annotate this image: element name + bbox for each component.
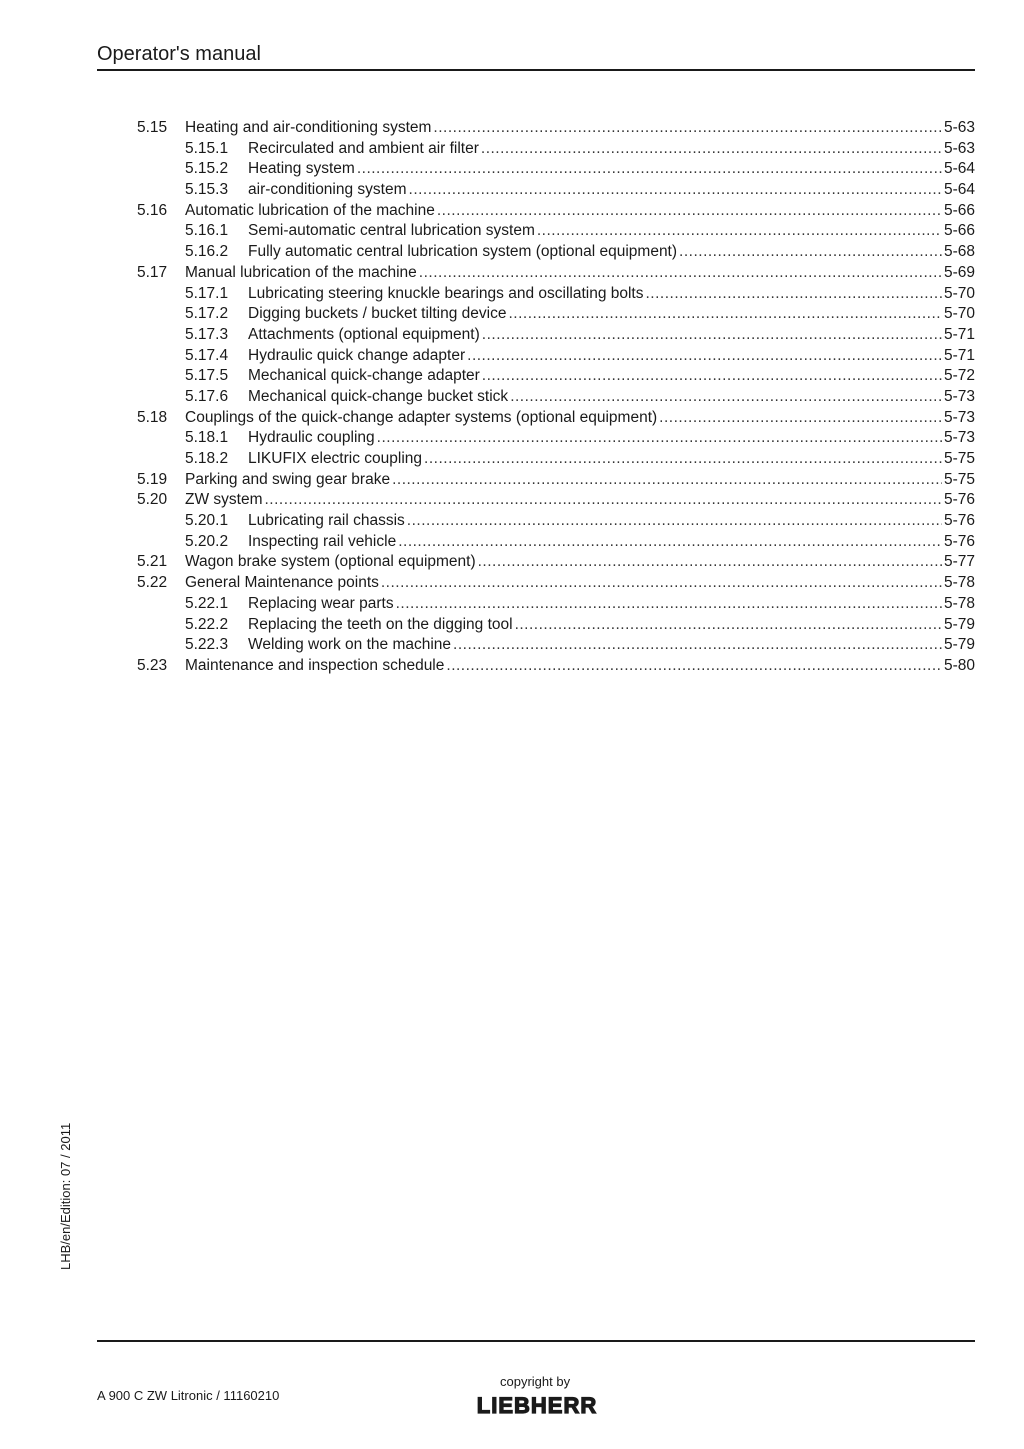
toc-entry-title: ZW system xyxy=(185,491,263,509)
toc-entry-number: 5.18.1 xyxy=(185,429,229,447)
toc-entry-number: 5.17 xyxy=(137,263,168,281)
toc-entry-leader xyxy=(467,346,942,367)
toc-entry-leader xyxy=(265,490,942,511)
toc-entry[interactable] xyxy=(137,428,975,449)
toc-entry-page: 5-73 xyxy=(943,387,975,405)
footer-divider xyxy=(97,1340,975,1342)
toc-entry[interactable] xyxy=(137,470,975,491)
toc-entry-title: Attachments (optional equipment) xyxy=(248,325,480,343)
toc-entry-leader xyxy=(398,532,942,553)
toc-entry-number: 5.16.1 xyxy=(185,222,229,240)
toc-entry-number: 5.19 xyxy=(137,470,168,488)
toc-entry-page: 5-78 xyxy=(943,594,975,612)
toc-entry-page: 5-69 xyxy=(943,263,975,281)
toc-entry-title: Replacing the teeth on the digging tool xyxy=(248,615,513,633)
toc-entry-number: 5.17.1 xyxy=(185,284,229,302)
toc-entry-number: 5.23 xyxy=(137,656,168,674)
toc-entry[interactable] xyxy=(137,532,975,553)
toc-entry-number: 5.17.5 xyxy=(185,367,229,385)
toc-entry-page: 5-73 xyxy=(943,429,975,447)
toc-entry-title: Lubricating rail chassis xyxy=(248,512,405,530)
toc-entry-leader xyxy=(508,304,941,325)
toc-entry-title: Replacing wear parts xyxy=(248,594,394,612)
toc-entry-leader xyxy=(433,118,942,139)
toc-entry-title: Digging buckets / bucket tilting device xyxy=(248,305,507,323)
toc-entry-page: 5-79 xyxy=(943,636,975,654)
toc-entry-number: 5.15.1 xyxy=(185,139,229,157)
toc-entry[interactable] xyxy=(137,552,975,573)
toc-entry-leader xyxy=(357,159,942,180)
toc-entry-number: 5.16.2 xyxy=(185,243,229,261)
footer-model-number: A 900 C ZW Litronic / 11160210 xyxy=(97,1388,280,1403)
toc-entry-number: 5.22.2 xyxy=(185,615,229,633)
toc-entry-leader xyxy=(482,325,942,346)
toc-entry-page: 5-76 xyxy=(943,491,975,509)
toc-entry-title: Lubricating steering knuckle bearings and oscillating bolts xyxy=(248,284,644,302)
toc-entry[interactable] xyxy=(137,408,975,429)
toc-entry-page: 5-73 xyxy=(943,408,975,426)
toc-entry[interactable] xyxy=(137,304,975,325)
toc-entry-leader xyxy=(478,552,942,573)
toc-entry-page: 5-64 xyxy=(943,160,975,178)
liebherr-logo xyxy=(456,1394,618,1416)
toc-entry-number: 5.18 xyxy=(137,408,168,426)
toc-entry-leader xyxy=(481,139,942,160)
toc-entry-title: Wagon brake system (optional equipment) xyxy=(185,553,476,571)
toc-entry-number: 5.20.2 xyxy=(185,532,229,550)
toc-entry-leader xyxy=(482,366,942,387)
toc-entry-leader xyxy=(396,594,942,615)
toc-entry-page: 5-70 xyxy=(943,305,975,323)
toc-entry-title: Semi-automatic central lubrication system xyxy=(248,222,535,240)
toc-entry[interactable] xyxy=(137,201,975,222)
toc-entry-title: Welding work on the machine xyxy=(248,636,452,654)
toc-entry-page: 5-79 xyxy=(943,615,975,633)
edition-label: LHB/en/Edition: 07 / 2011 xyxy=(58,1122,73,1270)
toc-entry[interactable] xyxy=(137,180,975,201)
toc-entry[interactable] xyxy=(137,594,975,615)
toc-entry-leader xyxy=(646,284,942,305)
toc-entry-number: 5.15.3 xyxy=(185,181,229,199)
toc-entry-title: Hydraulic coupling xyxy=(248,429,375,447)
toc-entry-leader xyxy=(392,470,942,491)
toc-entry-title: Manual lubrication of the machine xyxy=(185,263,417,281)
toc-entry[interactable] xyxy=(137,449,975,470)
toc-entry-title: Heating system xyxy=(248,160,355,178)
toc-entry-leader xyxy=(510,387,942,408)
toc-entry-page: 5-68 xyxy=(943,243,975,261)
toc-entry-page: 5-75 xyxy=(943,470,975,488)
toc-entry-page: 5-80 xyxy=(943,656,975,674)
toc-entry[interactable] xyxy=(137,656,975,677)
toc-entry[interactable] xyxy=(137,263,975,284)
toc-entry-page: 5-66 xyxy=(943,201,975,219)
toc-entry-number: 5.21 xyxy=(137,553,168,571)
toc-entry[interactable] xyxy=(137,118,975,139)
toc-entry-title: Mechanical quick-change bucket stick xyxy=(248,387,509,405)
toc-entry[interactable] xyxy=(137,159,975,180)
toc-entry-leader xyxy=(515,615,942,636)
toc-entry-number: 5.16 xyxy=(137,201,168,219)
toc-entry-page: 5-63 xyxy=(943,119,975,136)
toc-entry-page: 5-75 xyxy=(943,450,975,467)
toc-entry-page: 5-71 xyxy=(943,325,975,343)
toc-entry-title: Automatic lubrication of the machine xyxy=(185,201,435,219)
toc-entry[interactable] xyxy=(137,242,975,263)
toc-entry-leader xyxy=(453,635,942,656)
toc-entry[interactable] xyxy=(137,573,975,594)
toc-entry-leader xyxy=(659,408,942,429)
toc-entry-page: 5-66 xyxy=(943,222,975,240)
toc-entry-page: 5-70 xyxy=(943,284,975,302)
toc-entry-number: 5.17.4 xyxy=(185,346,229,364)
toc-entry-page: 5-71 xyxy=(943,346,975,364)
toc-entry-title: Hydraulic quick change adapter xyxy=(248,346,466,364)
toc-entry-page: 5-64 xyxy=(943,181,975,199)
toc-entry-title: Heating and air-conditioning system xyxy=(185,119,432,136)
toc-entry-number: 5.20.1 xyxy=(185,512,229,530)
toc-entry-page: 5-76 xyxy=(943,532,975,550)
toc-entry-number: 5.15.2 xyxy=(185,160,229,178)
toc-entry-leader xyxy=(377,428,942,449)
toc-entry-leader xyxy=(409,180,942,201)
toc-entry-number: 5.20 xyxy=(137,491,168,509)
toc-entry-number: 5.17.2 xyxy=(185,305,229,323)
toc-entry[interactable] xyxy=(137,366,975,387)
toc-entry[interactable] xyxy=(137,615,975,636)
toc-entry-leader xyxy=(407,511,942,532)
page-header-title: Operator's manual xyxy=(97,43,261,65)
toc-entry-number: 5.17.6 xyxy=(185,387,229,405)
toc-entry[interactable] xyxy=(137,511,975,532)
toc-entry[interactable] xyxy=(137,346,975,367)
toc-entry-number: 5.17.3 xyxy=(185,325,229,343)
toc-entry-number: 5.18.2 xyxy=(185,450,229,467)
toc-entry-leader xyxy=(679,242,942,263)
liebherr-logo-text: LIEBHERR xyxy=(476,1394,598,1416)
toc-entry-number: 5.22 xyxy=(137,574,168,592)
toc-entry[interactable] xyxy=(137,325,975,346)
toc-entry-leader xyxy=(419,263,942,284)
toc-entry-title: Fully automatic central lubrication system (optional equipment) xyxy=(248,243,678,261)
toc-entry[interactable] xyxy=(137,221,975,242)
toc-entry-title: General Maintenance points xyxy=(185,574,379,592)
toc-entry-title: Maintenance and inspection schedule xyxy=(185,656,445,674)
toc-entry[interactable] xyxy=(137,387,975,408)
toc-entry-page: 5-78 xyxy=(943,574,975,592)
toc-entry-number: 5.15 xyxy=(137,119,168,136)
toc-entry[interactable] xyxy=(137,139,975,160)
toc-entry-page: 5-72 xyxy=(943,367,975,385)
header-divider xyxy=(97,69,975,71)
toc-entry[interactable] xyxy=(137,635,975,656)
toc-entry-leader xyxy=(437,201,942,222)
toc-entry-leader xyxy=(537,221,942,242)
toc-entry-title: Mechanical quick-change adapter xyxy=(248,367,480,385)
toc-entry-title: Couplings of the quick-change adapter systems (optional equipment) xyxy=(185,408,658,426)
toc-entry[interactable] xyxy=(137,490,975,511)
toc-entry-page: 5-76 xyxy=(943,512,975,530)
toc-entry-page: 5-63 xyxy=(943,139,975,157)
toc-entry-number: 5.22.1 xyxy=(185,594,229,612)
footer-copyright: copyright by xyxy=(500,1374,571,1389)
toc-entry-title: Recirculated and ambient air filter xyxy=(248,139,479,157)
toc-entry-title: Inspecting rail vehicle xyxy=(248,532,397,550)
toc-entry-title: air-conditioning system xyxy=(248,181,407,199)
toc-entry-leader xyxy=(446,656,942,677)
toc-entry-leader xyxy=(424,449,942,470)
toc-entry-title: LIKUFIX electric coupling xyxy=(248,450,423,467)
toc-entry-title: Parking and swing gear brake xyxy=(185,470,391,488)
table-of-contents xyxy=(137,118,975,677)
toc-entry-page: 5-77 xyxy=(943,553,975,571)
toc-entry-leader xyxy=(381,573,942,594)
toc-entry-number: 5.22.3 xyxy=(185,636,229,654)
toc-entry[interactable] xyxy=(137,284,975,305)
